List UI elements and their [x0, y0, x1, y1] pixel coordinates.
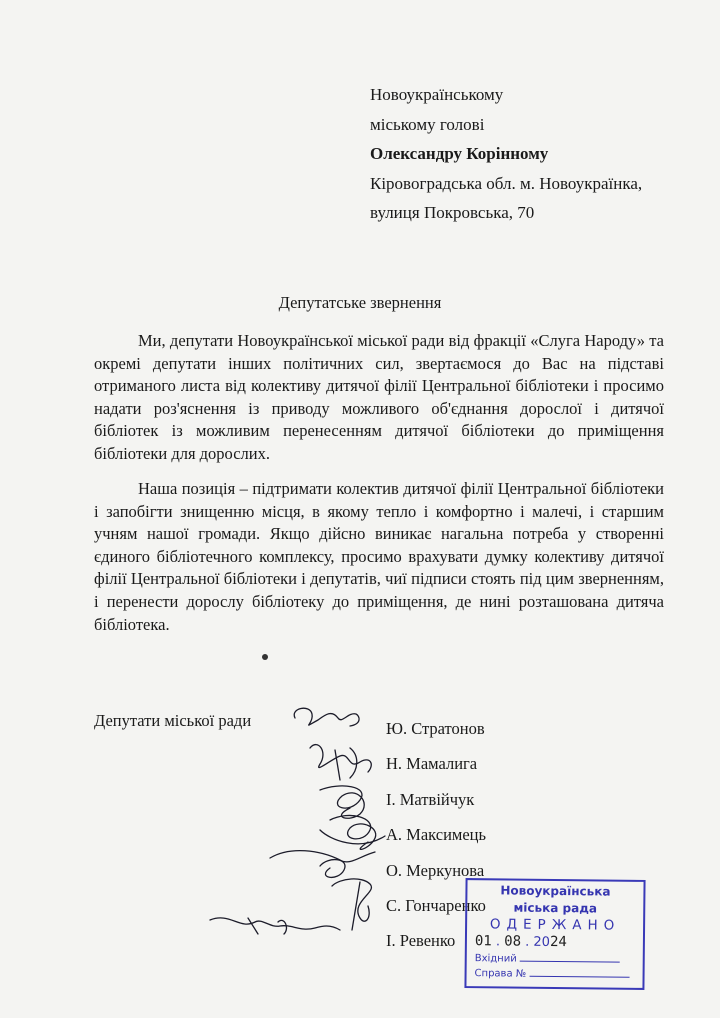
signatory-name: І. Ревенко — [386, 931, 456, 951]
stamp-incoming-blank — [520, 961, 620, 963]
addressee-line-2: міському голові — [370, 114, 485, 134]
stamp-date: 01 . 08 . 2024 — [474, 933, 567, 951]
addressee-block — [370, 80, 642, 228]
signature-stroke — [320, 860, 345, 878]
signatory-name: Ю. Стратонов — [386, 719, 485, 738]
signatory-name: Н. Мамалига — [386, 754, 478, 774]
signatory-name: І. Матвійчук — [386, 789, 475, 809]
signature-stroke — [320, 786, 364, 818]
stamp-status: ОДЕРЖАНО — [489, 916, 621, 934]
document-subject: Депутатське звернення — [278, 293, 442, 312]
stamp-org-line-2: міська рада — [513, 900, 598, 916]
ink-dot — [262, 654, 268, 660]
stamp-case-row — [475, 968, 643, 981]
stamp-incoming-label: Вхідний — [474, 953, 517, 965]
handwritten-signatures — [200, 690, 500, 960]
stamp-incoming-row — [475, 953, 643, 966]
signature-label: Депутати міської ради — [94, 711, 252, 730]
signature-stroke — [210, 918, 340, 930]
body-paragraph-2: Наша позиція – підтримати колектив дитячої філії Центральної бібліотеки і запобігти знищенню місця, в якому тепло і комфортно і малечі, і старшим учням нашої громади. Якщо дійсно виникає нагальна потреба у створенні єдиного бібліотечного комплексу, просимо врахувати думку колективу дитячої філії Центральної бібліотеки і депутатів, чиї підписи стоять під цим зверненням, і перенести дорослу бібліотеку до приміщення, де нині розташована дитяча бібліотека. — [94, 479, 664, 634]
signature-stroke — [310, 745, 371, 772]
addressee-region: Кіровоградська обл. м. Новоукраїнка, — [370, 173, 643, 193]
addressee-name: Олександру Корінному — [370, 144, 549, 163]
signature-stroke — [294, 708, 359, 726]
stamp-org-line-1: Новоукраїнська — [500, 883, 611, 899]
stamp-date-day: 01 — [474, 933, 492, 950]
stamp-case-label: Справа № — [474, 968, 527, 980]
signature-stroke — [332, 879, 371, 921]
signature-stroke — [330, 815, 376, 849]
stamp-date-year-prefix: 20 — [533, 934, 551, 950]
stamp-date-month: 08 — [504, 933, 522, 950]
addressee-street: вулиця Покровська, 70 — [370, 203, 535, 222]
signatory-name: С. Гончаренко — [386, 896, 486, 916]
signatory-name: О. Меркунова — [386, 860, 485, 880]
addressee-line-1: Новоукраїнському — [370, 85, 504, 104]
signature-stroke — [270, 851, 375, 862]
body-paragraph-1: Ми, депутати Новоукраїнської міської ради від фракції «Слуга Народу» та окремі депутати інших політичних сил, звертаємося до Вас на підставі отриманого листа від колективу дитячої філії Центральної бібліотеки і просимо надати роз'яснення із приводу можливого об'єднання дорослої і дитячої бібліотек із можливим перенесенням дитячої бібліотеки до приміщення бібліотеки для дорослих. — [94, 331, 664, 463]
stamp-case-blank — [529, 976, 629, 978]
received-stamp — [464, 878, 645, 990]
signatory-name: А. Максимець — [386, 825, 487, 845]
stamp-date-year-suffix: 24 — [549, 933, 567, 951]
